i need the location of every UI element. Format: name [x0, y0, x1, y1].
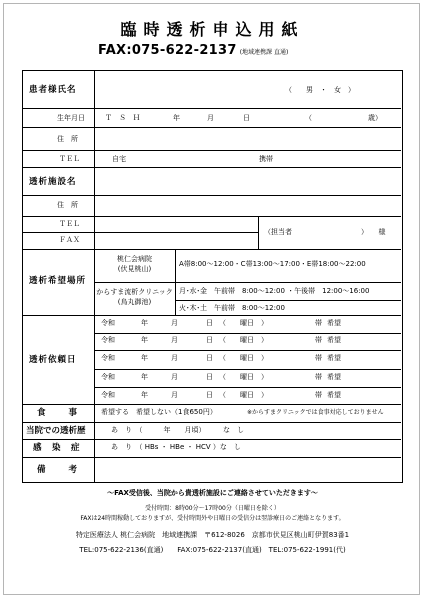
date-row-day: 日 [206, 354, 213, 362]
date-row-slot[interactable]: 帯 [315, 391, 322, 399]
infection-label: 感 染 症 [33, 443, 81, 453]
remarks-label: 備 考 [37, 465, 80, 475]
location-1-name[interactable]: 桃仁会病院 [117, 255, 152, 263]
dialysis-history-label: 当院での透析歴 [26, 426, 86, 436]
facility-tel-label: ＴＥＬ [59, 220, 80, 228]
date-row-day: 日 [206, 391, 213, 399]
contact-person-label: （担当者 [264, 228, 292, 236]
mobile-phone-label: 携帯 [259, 155, 273, 163]
footer-address: 特定医療法人 桃仁会病院 地域連携課 〒612-8026 京都市伏見区桃山町伊賀83番1 [75, 531, 350, 539]
rule [23, 150, 401, 151]
date-row-wish: 希望 [327, 336, 341, 344]
birth-year-unit: 年 [173, 114, 180, 122]
location-1-area: (伏見桃山) [117, 265, 152, 273]
requested-dates-label: 透析依頼日 [29, 355, 77, 365]
date-row-year: 年 [141, 336, 148, 344]
rule [94, 369, 401, 370]
date-row-era: 令和 [101, 354, 115, 362]
dialysis-history-options[interactable]: あ り （ 年 月頃） な し [111, 426, 244, 434]
date-row-year: 年 [141, 319, 148, 327]
home-phone-label: 自宅 [112, 155, 126, 163]
rule [23, 127, 401, 128]
date-row-month: 月 [171, 354, 178, 362]
date-row-slot[interactable]: 帯 [315, 319, 322, 327]
infection-options[interactable]: あ り （ HBs ・ HBe ・ HCV ）な し [111, 443, 241, 451]
rule [94, 333, 401, 334]
date-row-year: 年 [141, 354, 148, 362]
footer-phones: TEL:075-622-2136(直通) FAX:075-622-2137(直通) TEL:075-622-1991(代) [79, 546, 346, 554]
date-row-day: 日 [206, 319, 213, 327]
date-row-month: 月 [171, 336, 178, 344]
location-2-area: (烏丸御池) [117, 298, 152, 306]
patient-name-label: 患者様氏名 [29, 85, 77, 95]
date-row-era: 令和 [101, 373, 115, 381]
date-row-weekday[interactable]: （ 曜日 ） [219, 336, 268, 344]
date-row-wish: 希望 [327, 391, 341, 399]
contact-column-rule [258, 216, 259, 249]
date-row-weekday[interactable]: （ 曜日 ） [219, 354, 268, 362]
gender-select[interactable]: （ 男 ・ 女 ） [285, 86, 355, 94]
contact-sama: ） 様 [361, 228, 386, 236]
location-2-schedule-tts: 火･木･土 午前帯 8:00～12:00 [179, 304, 285, 312]
rule [23, 216, 401, 217]
location-2-schedule-mwf: 月･水･金 午前帯 8:00～12:00 ・午後帯 12:00～16:00 [179, 287, 370, 295]
date-row-slot[interactable]: 帯 [315, 336, 322, 344]
meal-options[interactable]: 希望する 希望しない（1食650円） [101, 408, 217, 416]
birth-eras[interactable]: Ｔ Ｓ Ｈ [105, 114, 140, 122]
rule [94, 387, 401, 388]
date-row-slot[interactable]: 帯 [315, 354, 322, 362]
meal-note: ※からすまクリニックでは食事対応しておりません [247, 409, 384, 416]
rule [175, 300, 401, 301]
date-row-month: 月 [171, 319, 178, 327]
location-2-name[interactable]: からすま流析クリニック [96, 288, 173, 296]
rule [94, 282, 401, 283]
label-column-rule [94, 71, 95, 482]
footer-notice: ～FAX受信後、当院から貴透析施設にご連絡させていただきます～ [107, 489, 318, 497]
meal-label: 食 事 [37, 408, 80, 418]
patient-tel-label: ＴＥＬ [59, 155, 80, 163]
date-row-slot[interactable]: 帯 [315, 373, 322, 381]
date-row-day: 日 [206, 373, 213, 381]
form-title: 臨時透析申込用紙 [120, 20, 305, 39]
date-row-era: 令和 [101, 319, 115, 327]
fax-note: (地域連携課 直通) [239, 49, 289, 56]
date-row-era: 令和 [101, 336, 115, 344]
fax-number [98, 44, 288, 57]
application-form [22, 70, 403, 483]
facility-address-label: 住 所 [57, 201, 78, 209]
rule [23, 108, 401, 109]
footer-hours: 受付時間：8時00分～17時00分（日曜日を除く） [145, 505, 280, 512]
facility-fax-label: ＦＡＸ [59, 236, 80, 244]
patient-address-label: 住 所 [57, 135, 78, 143]
rule [94, 350, 401, 351]
footer-fax-note: FAXは24時間稼動しておりますが、受付時間外や日曜日の受信分は翌診療日のご連絡となります。 [80, 515, 345, 522]
rule [23, 249, 401, 250]
rule [23, 167, 401, 168]
birth-month-unit: 月 [207, 114, 214, 122]
date-row-era: 令和 [101, 391, 115, 399]
schedule-column-rule [175, 249, 176, 315]
rule [23, 232, 258, 233]
fax-number-text: FAX:075-622-2137 [98, 43, 237, 58]
rule [23, 404, 401, 405]
date-row-wish: 希望 [327, 373, 341, 381]
birth-day-unit: 日 [243, 114, 250, 122]
date-row-weekday[interactable]: （ 曜日 ） [219, 319, 268, 327]
rule [23, 439, 401, 440]
date-row-month: 月 [171, 391, 178, 399]
date-row-wish: 希望 [327, 354, 341, 362]
date-row-wish: 希望 [327, 319, 341, 327]
rule [23, 315, 401, 316]
date-row-day: 日 [206, 336, 213, 344]
date-row-year: 年 [141, 391, 148, 399]
location-1-schedule: A帯8:00～12:00・C帯13:00～17:00・E帯18:00～22:00 [179, 260, 366, 268]
date-row-year: 年 [141, 373, 148, 381]
date-row-weekday[interactable]: （ 曜日 ） [219, 391, 268, 399]
rule [23, 422, 401, 423]
age-field[interactable]: （ 歳） [305, 114, 382, 122]
facility-name-label: 透析施設名 [29, 177, 77, 187]
date-row-weekday[interactable]: （ 曜日 ） [219, 373, 268, 381]
rule [23, 195, 401, 196]
desired-location-label: 透析希望場所 [29, 276, 87, 286]
birth-date-label: 生年月日 [57, 114, 85, 122]
date-row-month: 月 [171, 373, 178, 381]
rule [23, 457, 401, 458]
